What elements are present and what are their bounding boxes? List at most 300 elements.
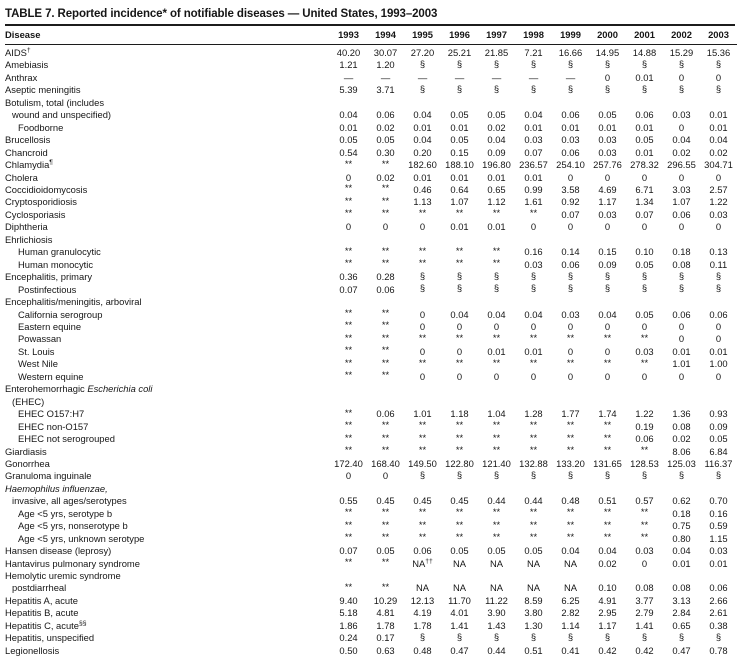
value-cell: 4.69 [598, 183, 617, 195]
value-cell: 0.08 [672, 258, 691, 270]
value-cell: 15.29 [669, 47, 694, 58]
disease-label: Aseptic meningitis [5, 84, 81, 96]
value-cell: § [493, 468, 500, 480]
value-cell: ** [640, 331, 649, 343]
value-cell: ** [381, 307, 390, 319]
table-body [5, 45, 737, 658]
table-row [5, 607, 737, 619]
value-cell: § [678, 82, 685, 94]
value-cell: ** [566, 518, 575, 530]
value-cell: 0.05 [376, 545, 395, 557]
value-cell: 0.06 [709, 308, 728, 320]
value-cell: 1.78 [376, 619, 395, 631]
value-cell: 0.01 [635, 71, 654, 83]
disease-label: Giardiasis [5, 445, 47, 457]
value-cell: ** [381, 580, 390, 592]
value-cell: § [530, 630, 537, 642]
value-cell: 0.17 [376, 632, 395, 644]
value-cell: 0 [530, 221, 537, 233]
value-cell [589, 296, 626, 308]
value-cell [626, 383, 663, 408]
disease-label: Cyclosporiasis [5, 208, 66, 220]
value-cell: 1.77 [561, 408, 580, 420]
table-row [5, 271, 737, 283]
table-row [5, 97, 737, 122]
table-row [5, 383, 737, 408]
value-cell: ** [640, 444, 649, 455]
value-cell: 0.05 [376, 134, 395, 146]
value-cell: § [456, 468, 463, 480]
value-cell: 0.01 [672, 557, 691, 569]
value-cell: ** [344, 344, 353, 356]
value-cell: 1.17 [598, 619, 617, 631]
value-cell: 0.05 [635, 308, 654, 320]
table-row [5, 545, 737, 557]
value-cell: ** [603, 331, 612, 343]
value-cell: 0.07 [339, 545, 358, 557]
table-row [5, 59, 737, 71]
value-cell: NA†† [412, 557, 433, 569]
column-header-year-1995: 1995 [404, 26, 441, 45]
value-cell: 0.02 [376, 171, 395, 183]
table-row [5, 172, 737, 184]
value-cell: 0.06 [635, 433, 654, 445]
value-cell [552, 296, 589, 308]
value-cell: 0.04 [524, 308, 543, 320]
value-cell: ** [492, 518, 501, 530]
disease-label: Cryptosporidiosis [5, 196, 77, 208]
value-cell: 188.10 [445, 159, 474, 171]
value-cell: 0.99 [524, 183, 543, 195]
value-cell: 0.01 [709, 557, 728, 569]
disease-label: Anthrax [5, 71, 38, 83]
value-cell: ** [566, 431, 575, 443]
value-cell: 3.71 [376, 84, 395, 96]
value-cell: ** [603, 419, 612, 431]
value-cell: § [493, 269, 500, 281]
value-cell: § [604, 57, 611, 69]
value-cell: ** [344, 531, 353, 543]
value-cell: 0.41 [561, 644, 580, 656]
value-cell: 0.11 [709, 258, 728, 270]
value-cell: 0.01 [413, 121, 432, 133]
value-cell: 1.20 [376, 59, 395, 71]
value-cell: 27.20 [410, 47, 435, 58]
value-cell: ** [566, 419, 575, 431]
disease-label: Coccidioidomycosis [5, 183, 88, 195]
disease-label: Human monocytic [18, 258, 94, 270]
value-cell: 125.03 [667, 457, 696, 469]
value-cell: NA [526, 557, 541, 569]
table-row [5, 595, 737, 607]
value-cell: 4.81 [376, 607, 395, 619]
value-cell: 1.61 [524, 196, 543, 208]
value-cell: ** [381, 431, 390, 443]
disease-label: St. Louis [18, 345, 55, 357]
disease-label: Brucellosis [5, 134, 51, 146]
value-cell: 0.59 [709, 520, 728, 532]
value-cell: ** [381, 194, 390, 206]
value-cell: § [604, 269, 611, 281]
value-cell: 0.65 [487, 183, 506, 195]
footnote-marker: †† [425, 557, 433, 565]
value-cell: § [456, 630, 463, 642]
value-cell: 182.60 [408, 159, 437, 171]
value-cell: 1.21 [339, 59, 358, 71]
value-cell: ** [344, 406, 353, 418]
value-cell: 0 [641, 370, 648, 382]
value-cell: ** [344, 182, 353, 194]
value-cell [515, 383, 552, 408]
table-row [5, 196, 737, 208]
value-cell: 1.22 [709, 196, 728, 208]
value-cell: 0 [678, 171, 685, 183]
value-cell: NA [452, 582, 467, 594]
value-cell: § [419, 82, 426, 94]
value-cell: 0 [456, 320, 463, 332]
table-row [5, 122, 737, 134]
value-cell: ** [492, 531, 501, 543]
value-cell: 0 [530, 370, 537, 382]
value-cell: 0.01 [487, 171, 506, 183]
value-cell: ** [455, 531, 464, 543]
value-cell: § [567, 282, 574, 294]
value-cell: ** [455, 207, 464, 219]
value-cell: 0 [567, 345, 574, 357]
value-cell: ** [381, 319, 390, 331]
value-cell: ** [418, 518, 427, 530]
value-cell: 15.36 [706, 47, 731, 58]
value-cell [663, 296, 700, 308]
value-cell: 0 [604, 171, 611, 183]
column-header-year-1997: 1997 [478, 26, 515, 45]
disease-label: Hantavirus pulmonary syndrome [5, 557, 140, 569]
value-cell: 0 [641, 221, 648, 233]
column-header-year-1996: 1996 [441, 26, 478, 45]
value-cell: 0.07 [524, 146, 543, 158]
table-row [5, 234, 737, 246]
value-cell: 0 [641, 557, 648, 569]
table-row [5, 184, 737, 196]
value-cell: § [493, 82, 500, 94]
value-cell: NA [526, 582, 541, 594]
value-cell: 0.03 [635, 345, 654, 357]
value-cell: 0.05 [524, 545, 543, 557]
value-cell: 0.16 [709, 507, 728, 519]
value-cell: 0.05 [450, 545, 469, 557]
value-cell: 0 [419, 308, 426, 320]
value-cell: ** [344, 506, 353, 518]
value-cell: § [715, 82, 722, 94]
value-cell: 0.07 [339, 283, 358, 295]
value-cell: 149.50 [408, 457, 437, 469]
table-row [5, 408, 737, 420]
value-cell: 1.14 [561, 619, 580, 631]
value-cell: ** [603, 444, 612, 455]
value-cell: 0.46 [413, 183, 432, 195]
value-cell: 1.07 [450, 196, 469, 208]
value-cell: § [678, 57, 685, 69]
table-row [5, 147, 737, 159]
value-cell: 0 [345, 171, 352, 183]
value-cell: ** [455, 244, 464, 256]
table-row [5, 421, 737, 433]
value-cell: 0.03 [709, 545, 728, 557]
value-cell: ** [492, 356, 501, 368]
value-cell: 0.02 [672, 146, 691, 158]
value-cell: 0 [456, 345, 463, 357]
value-cell [589, 234, 626, 246]
value-cell: 0 [678, 71, 685, 83]
value-cell: 0.57 [635, 495, 654, 507]
value-cell: ** [529, 356, 538, 368]
value-cell: NA [563, 557, 578, 569]
value-cell: § [678, 630, 685, 642]
value-cell: ** [529, 506, 538, 518]
value-cell: § [715, 282, 722, 294]
value-cell: 14.88 [632, 47, 657, 58]
value-cell: 0 [419, 320, 426, 332]
value-cell: 10.29 [373, 594, 398, 606]
value-cell: — [417, 71, 428, 83]
value-cell: 6.71 [635, 183, 654, 195]
value-cell: — [380, 71, 391, 83]
value-cell: 25.21 [447, 47, 472, 58]
disease-label: AIDS† [5, 46, 31, 58]
value-cell: § [715, 630, 722, 642]
disease-label: Granuloma inguinale [5, 470, 92, 482]
value-cell: § [604, 282, 611, 294]
value-cell: 0.78 [709, 644, 728, 656]
value-cell: 0 [567, 370, 574, 382]
value-cell: 0.20 [413, 146, 432, 158]
value-cell: ** [529, 531, 538, 543]
disease-label: Hemolytic uremic syndrome postdiarrheal [5, 570, 121, 594]
value-cell: 0 [715, 71, 722, 83]
value-cell: ** [566, 531, 575, 543]
value-cell: NA [563, 582, 578, 594]
value-cell: 0.64 [450, 183, 469, 195]
value-cell: 1.78 [413, 619, 432, 631]
value-cell: ** [381, 518, 390, 530]
value-cell: ** [455, 506, 464, 518]
table-row [5, 84, 737, 96]
value-cell: ** [566, 331, 575, 343]
value-cell: 2.61 [709, 607, 728, 619]
value-cell: ** [455, 356, 464, 368]
value-cell: ** [381, 331, 390, 343]
table-row [5, 321, 737, 333]
value-cell: § [456, 269, 463, 281]
column-header-year-1999: 1999 [552, 26, 589, 45]
value-cell: 0.01 [413, 171, 432, 183]
value-cell: NA [489, 557, 504, 569]
value-cell: 0.01 [524, 171, 543, 183]
value-cell [478, 383, 515, 408]
value-cell: 0 [493, 370, 500, 382]
value-cell: § [641, 82, 648, 94]
value-cell: ** [640, 518, 649, 530]
table-row [5, 470, 737, 482]
value-cell: § [678, 468, 685, 480]
value-cell: § [715, 57, 722, 69]
value-cell: 2.57 [709, 183, 728, 195]
value-cell: 257.76 [593, 159, 622, 171]
value-cell: NA [415, 582, 430, 594]
table-row [5, 259, 737, 271]
value-cell: § [456, 282, 463, 294]
value-cell: ** [344, 444, 353, 455]
value-cell: ** [381, 257, 390, 269]
value-cell: 0.51 [598, 495, 617, 507]
value-cell: 0.01 [561, 121, 580, 133]
value-cell: — [491, 71, 502, 83]
value-cell: ** [566, 356, 575, 368]
value-cell: ** [492, 331, 501, 343]
disease-label: Ehrlichiosis [5, 233, 53, 245]
disease-label: Chancroid [5, 146, 48, 158]
disease-label: Western equine [18, 370, 84, 382]
value-cell: ** [529, 207, 538, 219]
value-cell: ** [344, 518, 353, 530]
value-cell: 4.91 [598, 594, 617, 606]
header-row [5, 26, 737, 45]
value-cell: 0 [641, 171, 648, 183]
value-cell: 11.22 [485, 594, 508, 606]
value-cell: 0.42 [598, 644, 617, 656]
table-row [5, 632, 737, 644]
value-cell: 0 [530, 320, 537, 332]
value-cell: ** [381, 369, 390, 381]
value-cell [441, 383, 478, 408]
value-cell: 0.06 [413, 545, 432, 557]
value-cell: 1.07 [672, 196, 691, 208]
value-cell: § [715, 468, 722, 480]
value-cell: NA [489, 582, 504, 594]
disease-label: Postinfectious [18, 283, 77, 295]
value-cell: ** [344, 257, 353, 269]
value-cell: 168.40 [371, 457, 400, 469]
disease-label: EHEC O157:H7 [18, 408, 85, 420]
value-cell: 1.43 [487, 619, 506, 631]
value-cell: 0.03 [524, 258, 543, 270]
value-cell: § [604, 468, 611, 480]
value-cell [515, 234, 552, 246]
value-cell: 0.08 [672, 582, 691, 594]
value-cell: 0 [604, 370, 611, 382]
value-cell: 0.15 [450, 146, 469, 158]
value-cell: § [678, 269, 685, 281]
value-cell: 0.05 [450, 134, 469, 146]
value-cell: ** [418, 531, 427, 543]
column-header-year-1993: 1993 [330, 26, 367, 45]
value-cell: 0.01 [635, 121, 654, 133]
value-cell: 0.04 [450, 308, 469, 320]
value-cell: ** [344, 244, 353, 256]
value-cell: § [567, 269, 574, 281]
value-cell: 1.41 [635, 619, 654, 631]
value-cell: 16.66 [558, 47, 583, 58]
table-row [5, 134, 737, 146]
disease-label: Age <5 yrs, nonserotype b [18, 520, 128, 532]
value-cell: 0.02 [598, 557, 617, 569]
value-cell: 30.07 [373, 47, 398, 58]
value-cell: ** [492, 257, 501, 269]
value-cell: 0 [678, 320, 685, 332]
value-cell: NA [452, 557, 467, 569]
table-row [5, 159, 737, 171]
value-cell: 0.06 [635, 109, 654, 121]
value-cell: 0.01 [487, 221, 506, 233]
value-cell: 5.39 [339, 84, 358, 96]
value-cell: § [456, 57, 463, 69]
value-cell: 0.03 [598, 134, 617, 146]
value-cell: § [419, 282, 426, 294]
value-cell: ** [344, 307, 353, 319]
value-cell: 4.19 [413, 607, 432, 619]
disease-label: Cholera [5, 171, 38, 183]
value-cell: 132.88 [519, 457, 548, 469]
value-cell [515, 296, 552, 308]
value-cell: 172.40 [334, 457, 363, 469]
value-cell: 1.13 [413, 196, 432, 208]
value-cell: 0 [567, 171, 574, 183]
value-cell: 0.04 [709, 134, 728, 146]
value-cell: 0.45 [450, 495, 469, 507]
value-cell: 0.06 [376, 109, 395, 121]
value-cell [404, 296, 441, 308]
value-cell: 1.86 [339, 619, 358, 631]
value-cell: 0.02 [487, 121, 506, 133]
value-cell: 0.03 [598, 208, 617, 220]
column-header-disease: Disease [5, 26, 330, 45]
disease-label: Haemophilus influenzae, invasive, all ages/serotypes [5, 482, 127, 507]
value-cell: 0.13 [709, 246, 728, 258]
value-cell: 0.45 [376, 495, 395, 507]
value-cell: ** [492, 419, 501, 431]
value-cell: 0.36 [339, 271, 358, 283]
value-cell: ** [640, 531, 649, 543]
value-cell: 0.04 [524, 109, 543, 121]
column-header-year-2000: 2000 [589, 26, 626, 45]
value-cell [330, 383, 367, 408]
value-cell: 0.93 [709, 408, 728, 420]
value-cell: ** [603, 431, 612, 443]
value-cell: ** [418, 207, 427, 219]
column-header-year-1994: 1994 [367, 26, 404, 45]
value-cell: — [528, 71, 539, 83]
value-cell: 3.77 [635, 594, 654, 606]
value-cell: 0 [345, 470, 352, 482]
notifiable-diseases-table [5, 26, 737, 657]
value-cell: 0.14 [561, 246, 580, 258]
value-cell: 0.04 [413, 134, 432, 146]
value-cell: 0 [345, 221, 352, 233]
disease-label: Chlamydia¶ [5, 158, 53, 171]
value-cell: 0.80 [672, 532, 691, 544]
value-cell: ** [381, 207, 390, 219]
value-cell: ** [344, 356, 353, 368]
value-cell: 133.20 [556, 457, 585, 469]
value-cell: 0.50 [339, 644, 358, 656]
value-cell: 0 [715, 221, 722, 233]
value-cell: 0 [678, 221, 685, 233]
disease-label: Foodborne [18, 121, 64, 133]
value-cell: 0.01 [672, 345, 691, 357]
value-cell: 0.48 [413, 644, 432, 656]
value-cell: 0.07 [635, 208, 654, 220]
value-cell: 21.85 [484, 47, 509, 58]
